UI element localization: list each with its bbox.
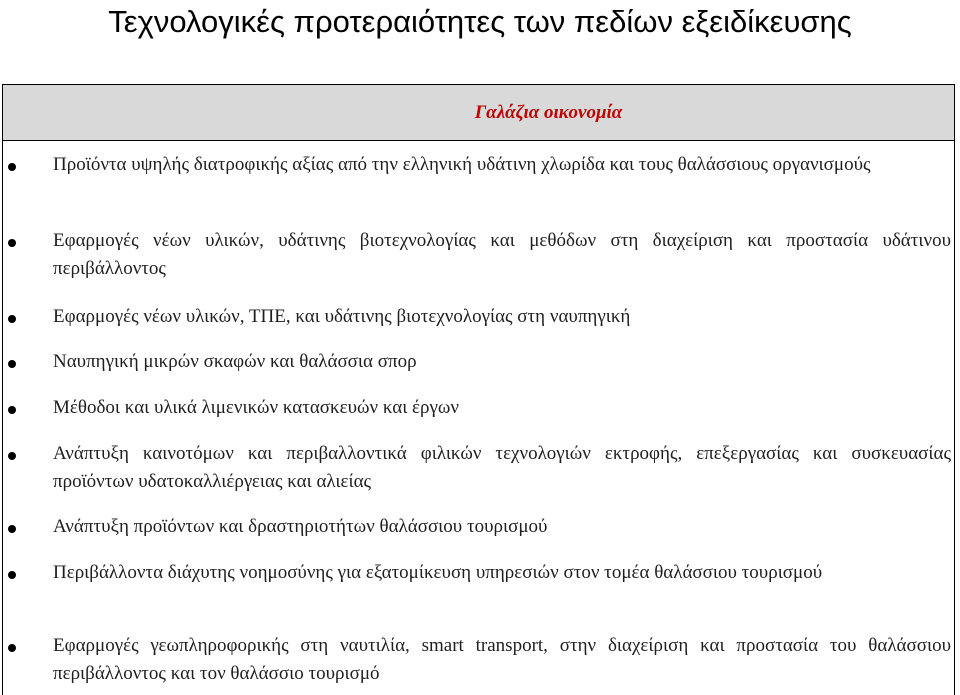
bullet-icon [8, 452, 16, 460]
list-item-text: Εφαρμογές νέων υλικών, υδάτινης βιοτεχνολογίας και μεθόδων στη διαχείριση και προστασία υδάτινου περιβάλλοντος [53, 230, 951, 279]
bullet-icon [8, 571, 16, 579]
bullet-icon [8, 239, 16, 247]
list-item-text: Ανάπτυξη καινοτόμων και περιβαλλοντικά φιλικών τεχνολογιών εκτροφής, επεξεργασίας και συσκευασίας προϊόντων υδατοκαλλιέργειας και αλιείας [53, 443, 951, 492]
list-item-text: Μέθοδοι και υλικά λιμενικών κατασκευών και έργων [53, 397, 460, 418]
bullet-icon [8, 360, 16, 368]
list-item-text: Ανάπτυξη προϊόντων και δραστηριοτήτων θαλάσσιου τουρισμού [53, 516, 548, 537]
priorities-table [2, 84, 955, 695]
list-item-text: Περιβάλλοντα διάχυτης νοημοσύνης για εξατομίκευση υπηρεσιών στον τομέα θαλάσσιου τουρισμού [53, 562, 823, 583]
bullet-icon [8, 525, 16, 533]
list-item-text: Προϊόντα υψηλής διατροφικής αξίας από την ελληνική υδάτινη χλωρίδα και τους θαλάσσιους οργανισμούς [53, 154, 871, 175]
table-header-label: Γαλάζια οικονομία [474, 101, 623, 123]
bullet-icon [8, 163, 16, 171]
list-item-text: Εφαρμογές γεωπληροφορικής στη ναυτιλία, smart transport, στην διαχείριση και προστασία του θαλάσσιου περιβάλλοντος και τον θαλάσσιο τουρισμό [53, 635, 951, 684]
page-title: Τεχνολογικές προτεραιότητες των πεδίων εξειδίκευσης [108, 4, 852, 39]
table-header [3, 85, 954, 141]
bullet-icon [8, 644, 16, 652]
list-item-text: Ναυπηγική μικρών σκαφών και θαλάσσια σπορ [53, 351, 417, 372]
bullet-icon [8, 315, 16, 323]
list-item-text: Εφαρμογές νέων υλικών, ΤΠΕ, και υδάτινης βιοτεχνολογίας στη ναυπηγική [53, 306, 631, 327]
bullet-icon [8, 406, 16, 414]
